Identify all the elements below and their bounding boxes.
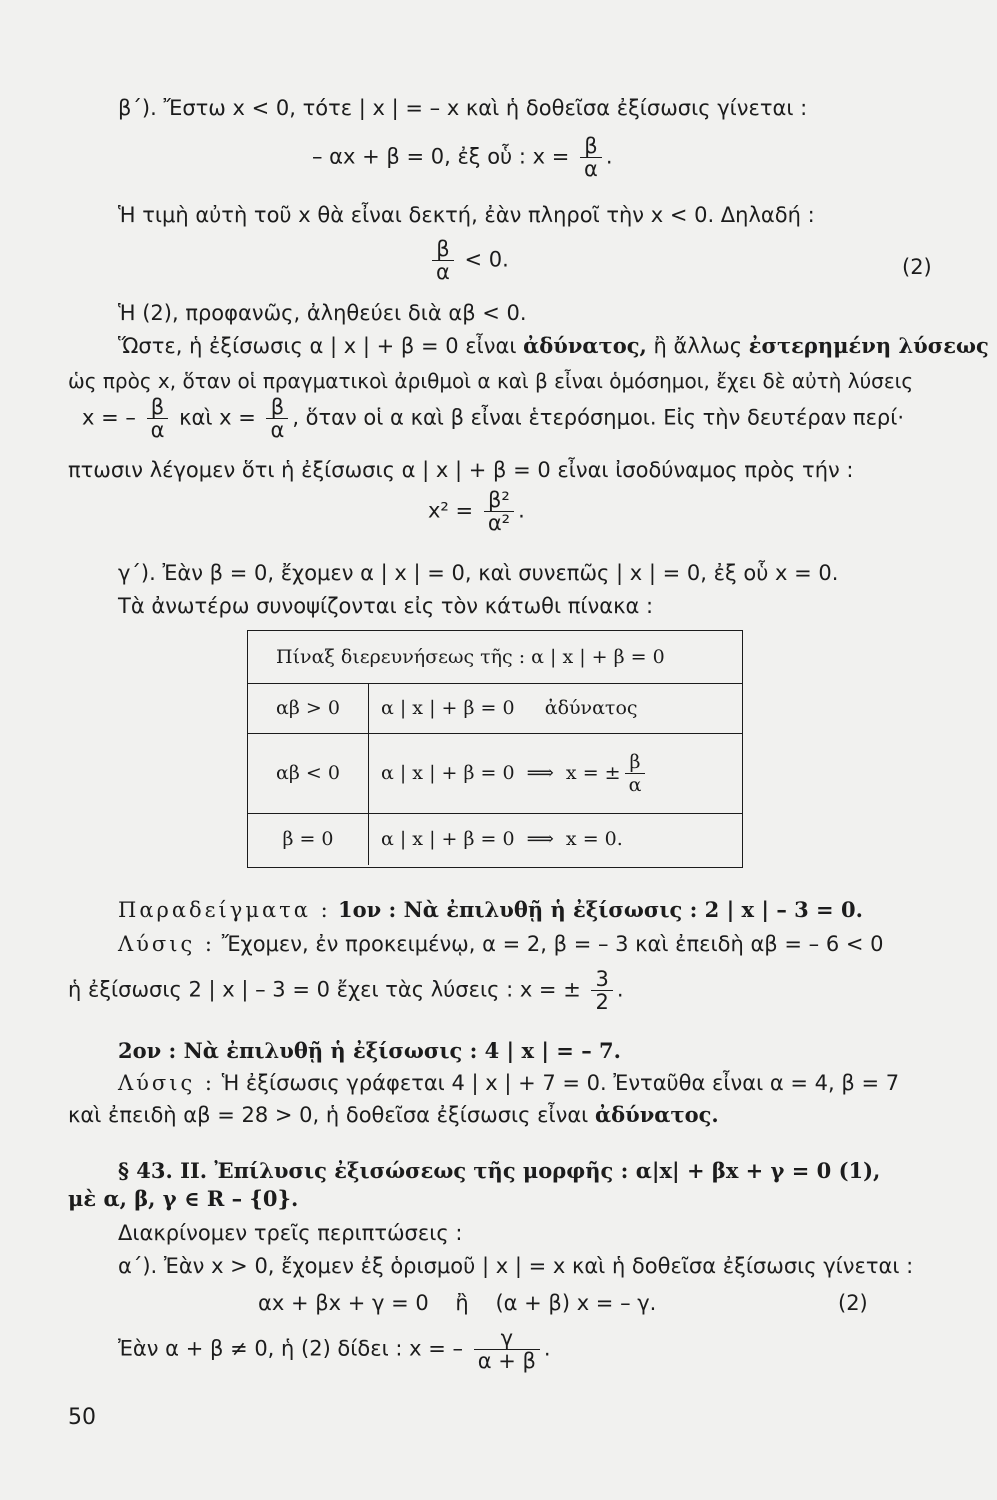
- table-title: Πίναξ διερευνήσεως τῆς : α | x | + β = 0: [276, 646, 665, 668]
- section-line-1: Διακρίνομεν τρεῖς περιπτώσεις :: [118, 1221, 463, 1245]
- section-line-3: Ἐὰν α + β ≠ 0, ἡ (2) δίδει : x = – $\frac{\gamma}{\alpha + \beta}$ .: [118, 1326, 551, 1373]
- no-solution-term: ἐστερημένη λύσεως: [748, 333, 989, 358]
- section-equation: αx + βx + γ = 0 ἢ (α + β) x = – γ.: [258, 1291, 657, 1315]
- table-result: α | x | + β = 0 ἀδύνατος: [381, 697, 638, 719]
- solution-2-text-2: καὶ ἐπειδὴ αβ = 28 > 0, ἡ δοθεῖσα ἐξίσωσις εἶναι: [68, 1103, 595, 1127]
- beta-case-line-3: Ἡ (2), προφανῶς, ἀληθεύει διὰ αβ < 0.: [118, 301, 527, 325]
- beta-case-line-2: Ἡ τιμὴ αὐτὴ τοῦ x θὰ εἶναι δεκτή, ἐὰν πληροῖ τὴν x < 0. Δηλαδή :: [118, 203, 815, 227]
- fraction-denominator: α: [150, 418, 165, 442]
- section-heading-2: μὲ α, β, γ ∈ R – {0}.: [68, 1186, 299, 1211]
- fraction-numerator: β: [147, 396, 169, 419]
- solution-pos-text: καὶ x =: [179, 405, 256, 430]
- example-2-statement: 2ον : Νὰ ἐπιλυθῇ ἡ ἐξίσωσις : 4 | x | = – 7.: [118, 1038, 621, 1063]
- fraction-denominator: α: [584, 157, 598, 181]
- beta-case-line-5: ὡς πρὸς x, ὅταν οἱ πραγματικοὶ ἀριθμοὶ α καὶ β εἶναι ὁμόσημοι, ἔχει δὲ αὐτὴ λύσεις: [68, 369, 914, 393]
- equation-tag: (2): [902, 255, 932, 279]
- inequality-fraction: [432, 238, 454, 283]
- table-result: α | x | + β = 0 ⟹ x = ±: [381, 762, 621, 784]
- beta-inequality: [428, 238, 509, 283]
- examples-heading: [118, 897, 863, 923]
- section-line-2: α΄). Ἐὰν x > 0, ἔχομεν ἐξ ὁρισμοῦ | x | = x καὶ ἡ δοθεῖσα ἐξίσωσις γίνεται :: [118, 1254, 914, 1278]
- solution-neg-text: x = –: [82, 405, 136, 430]
- discussion-table: [247, 630, 743, 868]
- beta-case-line-4: [118, 333, 989, 359]
- fraction-numerator: β: [266, 396, 288, 419]
- fraction-denominator: 2: [595, 990, 609, 1014]
- solution-2-line-2: [68, 1102, 719, 1128]
- impossible-term: ἀδύνατος,: [523, 333, 647, 358]
- fraction-numerator: β: [625, 751, 646, 774]
- beta-eq-fraction: [580, 135, 602, 180]
- solution-1-line-2: ἡ ἐξίσωσις 2 | x | – 3 = 0 ἔχει τὰς λύσεις : x = ± $\frac{3}{2}$ .: [68, 967, 624, 1014]
- impossible-term: ἀδύνατος.: [594, 1102, 719, 1127]
- solution-1-text: Ἔχομεν, ἐν προκειμένῳ, α = 2, β = – 3 καὶ ἐπειδὴ αβ = – 6 < 0: [215, 932, 884, 956]
- gamma-case-line-2: Τὰ ἀνωτέρω συνοψίζονται εἰς τὸν κάτωθι πίνακα :: [118, 594, 654, 618]
- gamma-case-line-1: γ΄). Ἐὰν β = 0, ἔχομεν α | x | = 0, καὶ συνεπῶς | x | = 0, ἐξ οὗ x = 0.: [118, 561, 839, 585]
- solution-2-text: Ἡ ἐξίσωσις γράφεται 4 | x | + 7 = 0. Ἐνταῦθα εἶναι α = 4, β = 7: [215, 1071, 900, 1095]
- beta-case-line-1: β΄). Ἔστω x < 0, τότε | x | = – x καὶ ἡ δοθεῖσα ἐξίσωσις γίνεται :: [118, 96, 808, 120]
- table-condition: αβ > 0: [248, 683, 369, 733]
- table-fraction: [625, 751, 646, 796]
- page-number: 50: [68, 1405, 96, 1430]
- fraction-numerator: β: [432, 238, 454, 261]
- table-result: α | x | + β = 0 ⟹ x = 0.: [381, 828, 623, 850]
- line-4-or: ἢ ἄλλως: [646, 334, 749, 358]
- table-condition: αβ < 0: [248, 733, 369, 813]
- solution-1-fraction: [591, 968, 612, 1013]
- inequality-rest: < 0.: [464, 247, 509, 272]
- section-fraction: [474, 1327, 540, 1372]
- examples-label: Παραδείγματα :: [118, 898, 331, 922]
- fraction-numerator: β²: [484, 489, 514, 512]
- table-row: [248, 733, 742, 814]
- table-header-row: [248, 631, 742, 684]
- solution-2-line-1: [118, 1070, 899, 1096]
- line-6-rest: , ὅταν οἱ α καὶ β εἶναι ἑτερόσημοι. Εἰς τὴν δευτέραν περί·: [292, 405, 905, 430]
- solution-1-result-text: ἡ ἐξίσωσις 2 | x | – 3 = 0 ἔχει τὰς λύσεις : x = ±: [68, 977, 581, 1002]
- fraction-denominator: α + β: [477, 1349, 536, 1373]
- beta-eq-text: – αx + β = 0, ἐξ οὗ : x =: [312, 144, 570, 169]
- fraction-denominator: α: [436, 260, 450, 284]
- equation-tag: (2): [838, 1291, 868, 1315]
- section-line-3-text: Ἐὰν α + β ≠ 0, ἡ (2) δίδει : x = –: [118, 1336, 463, 1361]
- table-condition: β = 0: [248, 813, 369, 865]
- table-row: [248, 683, 742, 734]
- fraction-denominator: α: [628, 773, 642, 796]
- square-equation: x² = $\frac{\text{β²}}{\text{α²}}$ .: [428, 488, 525, 535]
- square-fraction: [484, 489, 514, 534]
- section-heading: § 43. II. Ἐπίλυσις ἐξισώσεως τῆς μορφῆς : α|x| + βx + γ = 0 (1),: [118, 1158, 881, 1183]
- fraction-numerator: γ: [474, 1327, 540, 1350]
- fraction-numerator: β: [580, 135, 602, 158]
- table-row: [248, 813, 742, 865]
- fraction-denominator: α²: [487, 511, 511, 535]
- table-result-cell: [381, 733, 649, 813]
- solution-1-line-1: [118, 931, 884, 957]
- solution-label: Λύσις :: [118, 1071, 216, 1095]
- line-4-text: Ὥστε, ἡ ἐξίσωσις α | x | + β = 0 εἶναι: [118, 334, 524, 358]
- square-lhs: x² =: [428, 498, 474, 523]
- fraction-denominator: α: [270, 418, 285, 442]
- solution-label: Λύσις :: [118, 932, 216, 956]
- beta-case-line-6: [82, 396, 904, 441]
- example-1-statement: 1ον : Νὰ ἐπιλυθῇ ἡ ἐξίσωσις : 2 | x | – 3 = 0.: [330, 897, 863, 922]
- fraction-numerator: 3: [591, 968, 612, 991]
- beta-case-equation: – αx + β = 0, ἐξ οὗ : x = $\frac{\beta}{\alpha}$ .: [312, 134, 613, 181]
- solution-pos-fraction: [266, 396, 288, 441]
- beta-case-line-7: πτωσιν λέγομεν ὅτι ἡ ἐξίσωσις α | x | + β = 0 εἶναι ἰσοδύναμος πρὸς τήν :: [68, 458, 854, 482]
- solution-neg-fraction: [147, 396, 169, 441]
